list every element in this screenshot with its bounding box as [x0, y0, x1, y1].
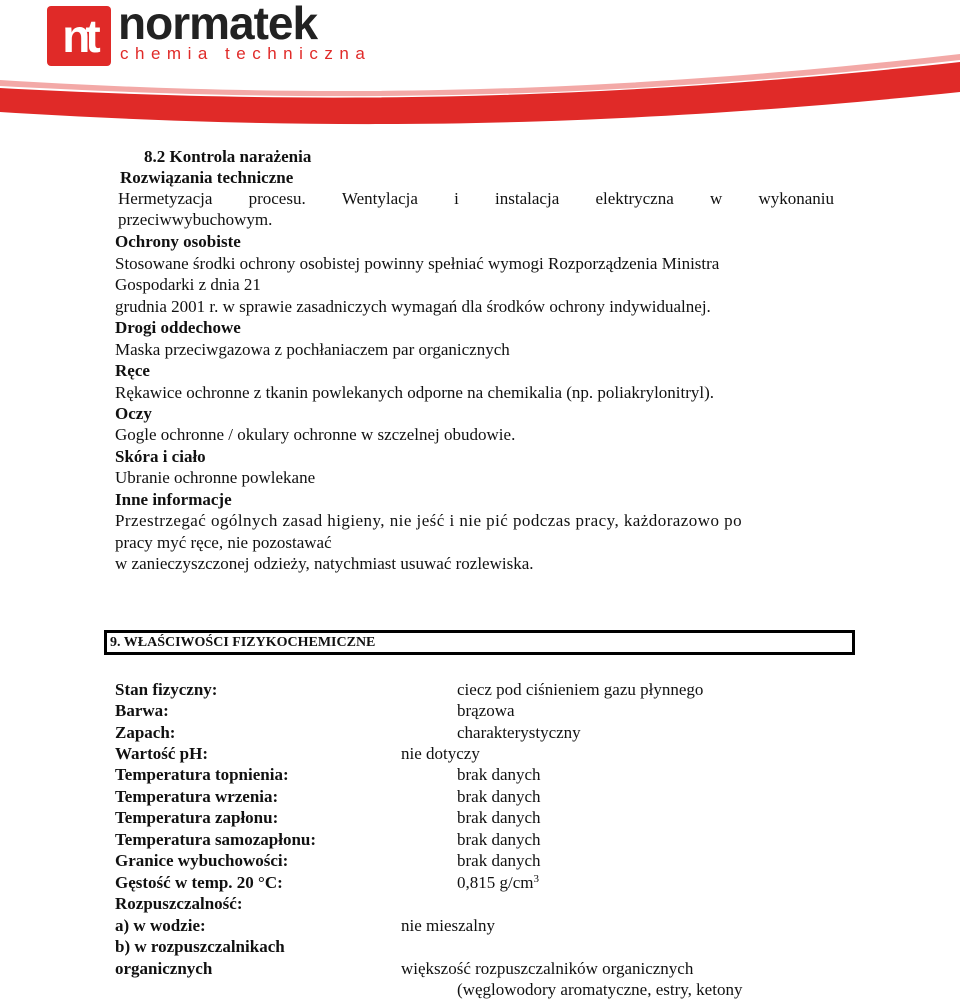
tech-word: instalacja — [495, 189, 560, 208]
logo-mark-text: nt — [62, 10, 96, 62]
property-label: Temperatura wrzenia: — [115, 787, 279, 806]
density-value: 0,815 g/cm — [457, 873, 534, 892]
respiratory-text: Maska przeciwgazowa z pochłaniaczem par organicznych — [115, 340, 510, 359]
property-label: Temperatura zapłonu: — [115, 808, 279, 827]
tech-word: Wentylacja — [341, 189, 418, 208]
property-value: nie mieszalny — [401, 916, 495, 935]
tech-text-line2: przeciwwybuchowym. — [118, 210, 273, 229]
tech-word: procesu. — [248, 189, 306, 208]
page-header — [0, 0, 960, 135]
tech-word: Hermetyzacja — [118, 189, 213, 208]
property-label: Temperatura samozapłonu: — [115, 830, 317, 849]
brand-name: normatek — [118, 0, 318, 49]
tech-word: i — [454, 189, 459, 208]
property-value: brak danych — [457, 808, 541, 827]
tech-word: w — [709, 189, 723, 208]
tech-heading: Rozwiązania techniczne — [120, 168, 294, 187]
tech-word: elektryczna — [595, 189, 674, 208]
property-label: Stan fizyczny: — [115, 680, 218, 699]
property-value: większość rozpuszczalników organicznych — [401, 959, 694, 978]
other-text-line3: w zanieczyszczonej odzieży, natychmiast usuwać rozlewiska. — [115, 554, 534, 573]
property-value: brak danych — [457, 787, 541, 806]
property-label: Wartość pH: — [115, 744, 209, 763]
personal-text-line3: grudnia 2001 r. w sprawie zasadniczych wymagań dla środków ochrony indywidualnej. — [115, 297, 711, 316]
property-label: b) w rozpuszczalnikach — [115, 937, 285, 956]
property-value: brak danych — [457, 851, 541, 870]
personal-heading: Ochrony osobiste — [115, 232, 241, 251]
brand-tagline: chemia techniczna — [120, 44, 372, 63]
tech-word: wykonaniu — [758, 189, 834, 208]
respiratory-heading: Drogi oddechowe — [115, 318, 241, 337]
density-unit-exponent: 3 — [533, 873, 539, 885]
property-value-continuation: (węglowodory aromatyczne, estry, ketony — [457, 980, 743, 999]
property-value: nie dotyczy — [401, 744, 480, 763]
skin-text: Ubranie ochronne powlekane — [115, 468, 316, 487]
other-text-line1: Przestrzegać ogólnych zasad higieny, nie jeść i nie pić podczas pracy, każdorazowo po — [115, 511, 743, 530]
property-label: a) w wodzie: — [115, 916, 206, 935]
property-value: brak danych — [457, 830, 541, 849]
property-label: Zapach: — [115, 723, 176, 742]
hands-text: Rękawice ochronne z tkanin powlekanych odporne na chemikalia (np. poliakrylonitryl). — [115, 383, 715, 402]
other-text-line2: pracy myć ręce, nie pozostawać — [115, 533, 332, 552]
skin-heading: Skóra i ciało — [115, 447, 206, 466]
tech-text-line1 — [118, 189, 834, 209]
eyes-text: Gogle ochronne / okulary ochronne w szczelnej obudowie. — [115, 425, 516, 444]
brand-logo-mark — [47, 6, 111, 66]
personal-text-line2: Gospodarki z dnia 21 — [115, 275, 261, 294]
property-label: Gęstość w temp. 20 °C: — [115, 873, 283, 892]
property-label: Rozpuszczalność: — [115, 894, 243, 913]
property-label: Granice wybuchowości: — [115, 851, 289, 870]
section9-title-box — [104, 630, 855, 655]
property-label: organicznych — [115, 959, 213, 978]
eyes-heading: Oczy — [115, 404, 152, 423]
property-label: Barwa: — [115, 701, 169, 720]
property-label: Temperatura topnienia: — [115, 765, 289, 784]
property-value: ciecz pod ciśnieniem gazu płynnego — [457, 680, 704, 699]
section9-title: 9. WŁAŚCIWOŚCI FIZYKOCHEMICZNE — [110, 635, 376, 650]
personal-text-line1: Stosowane środki ochrony osobistej powinny spełniać wymogi Rozporządzenia Ministra — [115, 254, 720, 273]
property-value — [457, 873, 539, 893]
section-title: 8.2 Kontrola narażenia — [144, 147, 312, 166]
hands-heading: Ręce — [115, 361, 150, 380]
other-heading: Inne informacje — [115, 490, 232, 509]
property-value: brak danych — [457, 765, 541, 784]
property-value: brązowa — [457, 701, 515, 720]
property-value: charakterystyczny — [457, 723, 581, 742]
